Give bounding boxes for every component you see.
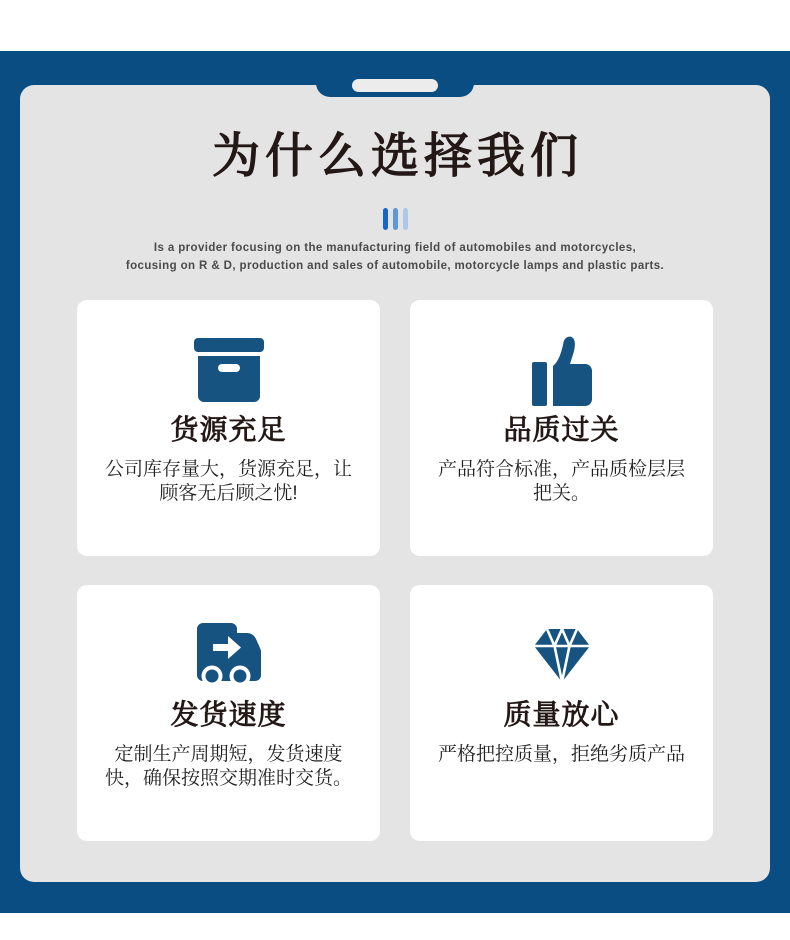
notch-slot-pill bbox=[352, 79, 438, 92]
feature-card-assurance bbox=[410, 585, 713, 841]
card-description-line-1: 产品符合标准，产品质检层层 bbox=[437, 459, 685, 480]
subtitle-line-1: Is a provider focusing on the manufacturing field of automobiles and motorcycles, bbox=[153, 242, 637, 254]
card-description-line-1: 定制生产周期短，发货速度 bbox=[114, 744, 343, 765]
card-description-line-2: 顾客无后顾之忧! bbox=[159, 483, 298, 504]
card-description-line-1: 公司库存量大，货源充足，让 bbox=[104, 459, 352, 480]
feature-card-supply bbox=[77, 300, 380, 556]
thumbs-up-icon bbox=[532, 332, 592, 408]
card-description-line-2: 把关。 bbox=[532, 483, 590, 504]
feature-card-delivery bbox=[77, 585, 380, 841]
bar-icon-medium bbox=[393, 208, 398, 230]
section-subtitle bbox=[0, 239, 790, 275]
card-description bbox=[438, 458, 685, 506]
bar-icon-dark bbox=[383, 208, 388, 230]
card-title: 品质过关 bbox=[503, 414, 620, 445]
storage-box-icon bbox=[194, 332, 264, 408]
feature-card-quality bbox=[410, 300, 713, 556]
card-description bbox=[105, 458, 352, 506]
delivery-truck-icon bbox=[197, 617, 261, 693]
card-description-line-1: 严格把控质量，拒绝劣质产品 bbox=[437, 744, 685, 765]
card-description bbox=[105, 743, 352, 791]
section-title: 为什么选择我们 bbox=[211, 130, 583, 183]
card-title: 货源充足 bbox=[170, 414, 287, 445]
card-title: 发货速度 bbox=[170, 699, 287, 730]
three-vertical-bars-icon bbox=[0, 207, 790, 230]
subtitle-line-2: focusing on R & D, production and sales of automobile, motorcycle lamps and plastic parts. bbox=[125, 260, 665, 272]
diamond-icon bbox=[532, 617, 592, 693]
card-title: 质量放心 bbox=[503, 699, 620, 730]
card-description bbox=[438, 743, 685, 767]
bar-icon-light bbox=[403, 208, 408, 230]
card-description-line-2: 快，确保按照交期准时交货。 bbox=[104, 768, 352, 789]
